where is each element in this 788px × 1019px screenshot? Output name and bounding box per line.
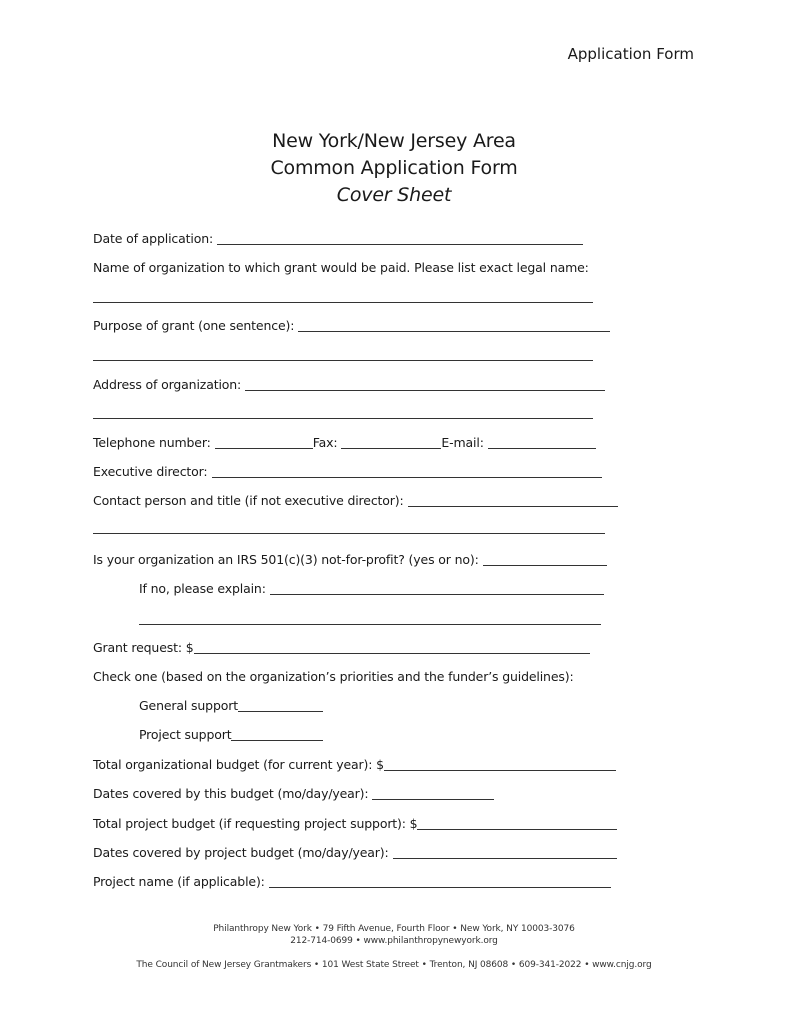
executive-director-field[interactable]	[212, 463, 602, 478]
dates-project-budget-field[interactable]	[393, 844, 617, 859]
purpose-field-line-2[interactable]	[93, 360, 593, 361]
dates-this-budget-row	[93, 783, 494, 803]
title-block	[0, 128, 788, 209]
title-subtitle: Cover Sheet	[336, 184, 452, 206]
fax-field[interactable]	[341, 434, 441, 449]
address-field-line-2[interactable]	[93, 418, 593, 419]
project-support-label: Project support	[139, 727, 232, 742]
org-name-field[interactable]	[93, 302, 593, 303]
total-org-budget-field[interactable]	[384, 756, 616, 771]
grant-request-field[interactable]	[194, 639, 590, 654]
email-label: E-mail:	[441, 435, 484, 450]
grant-request-row	[93, 637, 590, 657]
project-name-row	[93, 871, 611, 891]
telephone-field[interactable]	[215, 434, 313, 449]
contact-person-field-line-2[interactable]	[93, 533, 605, 534]
dates-this-budget-label: Dates covered by this budget (mo/day/year):	[93, 786, 369, 801]
footer-line-3: The Council of New Jersey Grantmakers • 101 West State Street • Trenton, NJ 08608 • 609-341-2022 • www.cnjg.org	[136, 960, 652, 970]
header-label: Application Form	[567, 45, 694, 63]
irs-status-row	[93, 549, 607, 569]
general-support-label: General support	[139, 698, 238, 713]
check-one-row	[93, 666, 574, 686]
org-name-row	[93, 257, 589, 277]
if-no-explain-field-line-2[interactable]	[139, 624, 601, 625]
check-one-label: Check one (based on the organization’s priorities and the funder’s guidelines):	[93, 669, 574, 684]
title-line-2: Common Application Form	[270, 157, 518, 179]
if-no-explain-field[interactable]	[270, 580, 604, 595]
contact-numbers-row	[93, 432, 596, 452]
contact-person-label: Contact person and title (if not executive director):	[93, 493, 404, 508]
irs-status-field[interactable]	[483, 551, 607, 566]
project-support-field[interactable]	[231, 726, 323, 741]
irs-status-label: Is your organization an IRS 501(c)(3) not-for-profit? (yes or no):	[93, 552, 479, 567]
project-name-field[interactable]	[269, 873, 611, 888]
executive-director-label: Executive director:	[93, 464, 208, 479]
footer-line-2: 212-714-0699 • www.philanthropynewyork.org	[290, 936, 498, 946]
email-field[interactable]	[488, 434, 596, 449]
title-line-1: New York/New Jersey Area	[272, 130, 516, 152]
telephone-label: Telephone number:	[93, 435, 211, 450]
if-no-explain-label: If no, please explain:	[139, 581, 266, 596]
dates-this-budget-field[interactable]	[372, 785, 494, 800]
dates-project-budget-row	[93, 842, 617, 862]
total-project-budget-row	[93, 813, 617, 833]
total-org-budget-label: Total organizational budget (for current year): $	[93, 757, 384, 772]
if-no-explain-row	[139, 578, 604, 598]
total-project-budget-label: Total project budget (if requesting project support): $	[93, 816, 418, 831]
org-name-label: Name of organization to which grant would be paid. Please list exact legal name:	[93, 260, 589, 275]
footer-line-1: Philanthropy New York • 79 Fifth Avenue, Fourth Floor • New York, NY 10003-3076	[213, 924, 575, 934]
fax-label: Fax:	[312, 435, 338, 450]
grant-request-label: Grant request: $	[93, 640, 194, 655]
purpose-label: Purpose of grant (one sentence):	[93, 318, 295, 333]
general-support-field[interactable]	[238, 697, 323, 712]
contact-person-field[interactable]	[408, 492, 618, 507]
purpose-row	[93, 315, 610, 335]
total-project-budget-field[interactable]	[417, 815, 617, 830]
purpose-field[interactable]	[298, 317, 610, 332]
contact-person-row	[93, 490, 618, 510]
address-field[interactable]	[245, 376, 605, 391]
project-support-row	[139, 724, 323, 744]
general-support-row	[139, 695, 323, 715]
address-label: Address of organization:	[93, 377, 242, 392]
address-row	[93, 374, 605, 394]
dates-project-budget-label: Dates covered by project budget (mo/day/year):	[93, 845, 389, 860]
total-org-budget-row	[93, 754, 616, 774]
date-of-application-field[interactable]	[217, 230, 583, 245]
date-of-application-label: Date of application:	[93, 231, 214, 246]
project-name-label: Project name (if applicable):	[93, 874, 265, 889]
date-of-application-row	[93, 228, 583, 248]
executive-director-row	[93, 461, 602, 481]
